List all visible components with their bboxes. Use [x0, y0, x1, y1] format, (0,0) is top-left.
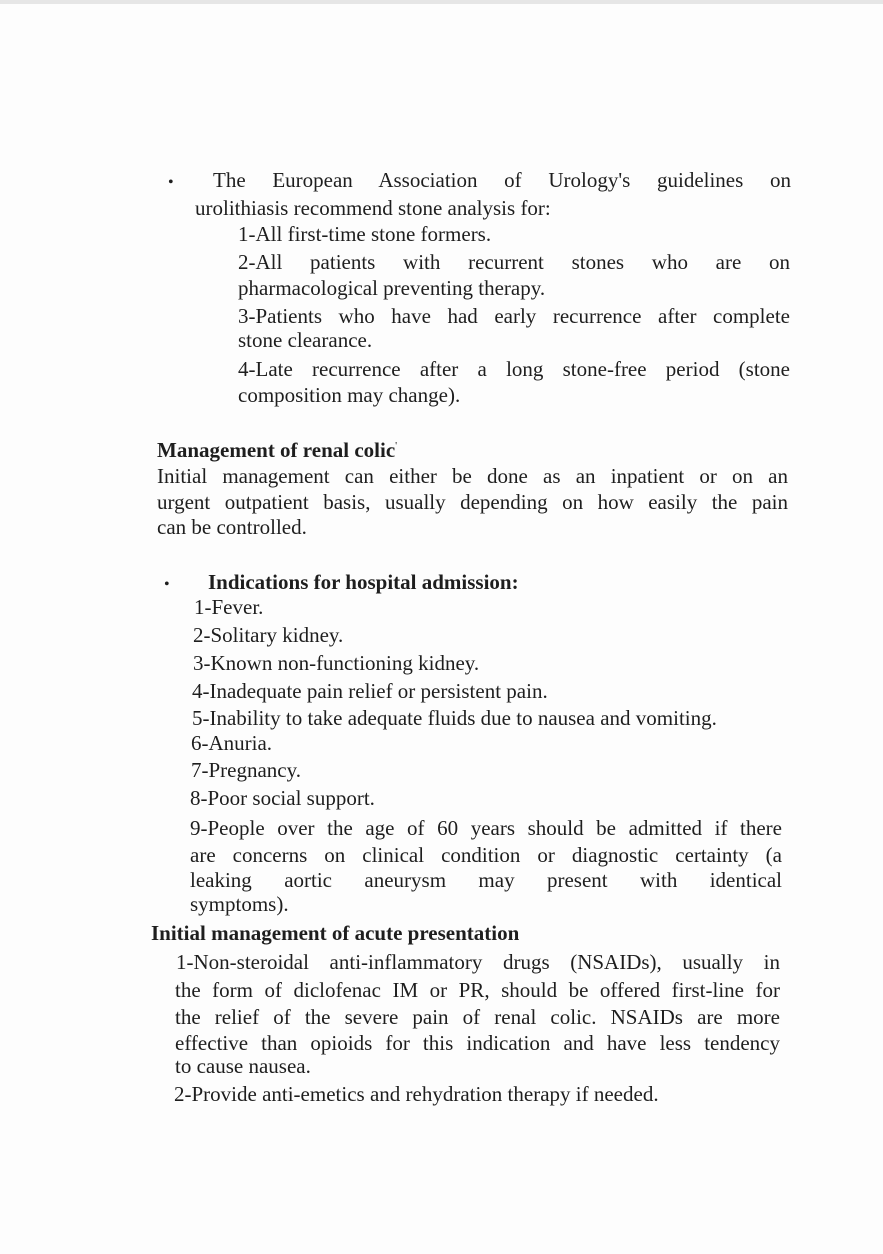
- list-item: 1-All first-time stone formers.: [238, 222, 492, 246]
- section-heading: Indications for hospital admission:: [208, 570, 519, 594]
- list-item: symptoms).: [190, 892, 289, 916]
- list-item: 4-Late recurrence after a long stone-free period (stone: [238, 357, 790, 381]
- intro-line: The European Association of Urology's guidelines on: [213, 168, 791, 192]
- list-item: 9-People over the age of 60 years should be admitted if there: [190, 816, 782, 840]
- list-item: 7-Pregnancy.: [191, 758, 302, 782]
- section-heading: Initial management of acute presentation: [151, 921, 520, 945]
- list-item: 8-Poor social support.: [190, 786, 375, 810]
- list-item: 1-Non-steroidal anti-inflammatory drugs (NSAIDs), usually in: [176, 950, 780, 974]
- paragraph-line: can be controlled.: [157, 515, 307, 539]
- list-item: 2-Solitary kidney.: [193, 623, 344, 647]
- list-item: 6-Anuria.: [191, 731, 273, 755]
- list-item: leaking aortic aneurysm may present with identical: [190, 868, 782, 892]
- list-item: 5-Inability to take adequate fluids due to nausea and vomiting.: [192, 706, 717, 730]
- bullet: •: [164, 576, 170, 593]
- list-item: effective than opioids for this indication and have less tendency: [175, 1031, 780, 1055]
- paragraph-line: urgent outpatient basis, usually depending on how easily the pain: [157, 490, 788, 514]
- scan-edge: [0, 0, 883, 4]
- heading-text: Management of renal colic: [157, 438, 396, 462]
- list-item: 2-All patients with recurrent stones who are on: [238, 250, 790, 274]
- list-item: 4-Inadequate pain relief or persistent pain.: [192, 679, 548, 703]
- intro-line: urolithiasis recommend stone analysis for:: [195, 196, 551, 220]
- list-item: pharmacological preventing therapy.: [238, 276, 546, 300]
- list-item: are concerns on clinical condition or diagnostic certainty (a: [190, 843, 782, 867]
- list-item: 3-Known non-functioning kidney.: [193, 651, 480, 675]
- list-item: to cause nausea.: [175, 1054, 311, 1078]
- list-item: the form of diclofenac IM or PR, should be offered first-line for: [175, 978, 780, 1002]
- heading-mark: ': [395, 440, 398, 452]
- list-item: the relief of the severe pain of renal colic. NSAIDs are more: [175, 1005, 780, 1029]
- section-heading: [157, 434, 397, 463]
- list-item: 3-Patients who have had early recurrence after complete: [238, 304, 790, 328]
- list-item: composition may change).: [238, 383, 461, 407]
- list-item: 2-Provide anti-emetics and rehydration therapy if needed.: [174, 1082, 659, 1106]
- list-item: 1-Fever.: [194, 595, 264, 619]
- list-item: stone clearance.: [238, 328, 373, 352]
- paragraph-line: Initial management can either be done as an inpatient or on an: [157, 464, 788, 488]
- bullet: •: [168, 174, 174, 191]
